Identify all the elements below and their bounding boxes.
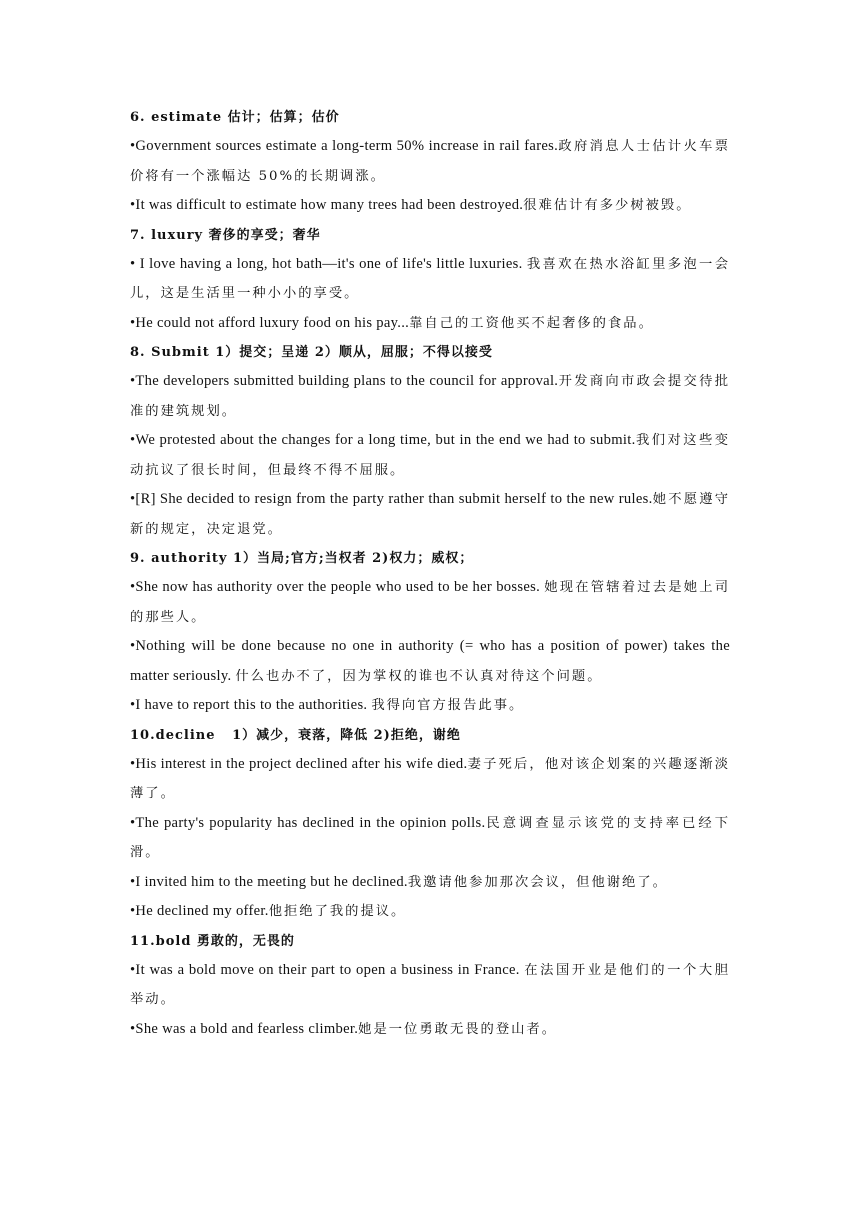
- example-sentence: [130, 426, 730, 485]
- example-sentence: [130, 1015, 730, 1045]
- entry-luxury: [130, 221, 730, 339]
- example-sentence: [130, 250, 730, 309]
- example-sentence: [130, 485, 730, 544]
- example-english: •Government sources estimate a long-term 50% increase in rail fares.: [130, 138, 559, 154]
- example-sentence: [130, 309, 730, 339]
- example-english: •I invited him to the meeting but he declined.: [130, 873, 408, 890]
- entry-heading: 11.bold 勇敢的，无畏的: [130, 933, 295, 949]
- example-english: • I love having a long, hot bath—it's one of life's little luxuries.: [130, 255, 527, 272]
- entry-heading: 8. Submit 1）提交；呈递 2）顺从，屈服；不得以接受: [130, 345, 493, 360]
- example-chinese: 我得向官方报告此事。: [371, 698, 525, 713]
- entry-authority: [130, 544, 730, 721]
- example-chinese: 她现在管辖着过去是她上司的那些人。: [130, 580, 730, 625]
- example-chinese: 很难估计有多少树被毁。: [523, 198, 692, 213]
- example-sentence: [130, 809, 730, 868]
- example-english: •I have to report this to the authorities.: [130, 697, 372, 713]
- example-sentence: [130, 750, 730, 809]
- example-english: •She was a bold and fearless climber.: [130, 1020, 359, 1037]
- entry-heading: 6. estimate 估计；估算；估价: [130, 110, 340, 125]
- example-chinese: 她不愿遵守新的规定，决定退党。: [130, 492, 730, 537]
- example-english: •She now has authority over the people who used to be her bosses.: [130, 579, 545, 595]
- entry-estimate: [130, 103, 730, 221]
- example-english: •It was difficult to estimate how many trees had been destroyed.: [130, 197, 524, 213]
- example-chinese: 政府消息人士估计火车票价将有一个涨幅达 50%的长期调涨。: [130, 139, 731, 184]
- example-sentence: [130, 573, 730, 632]
- entry-bold: [130, 927, 730, 1045]
- example-chinese: 我邀请他参加那次会议，但他谢绝了。: [407, 874, 668, 890]
- example-sentence: [130, 691, 730, 721]
- example-sentence: [130, 191, 730, 221]
- entry-heading: 9. authority 1）当局;官方;当权者 2)权力；威权；: [130, 551, 474, 566]
- example-english: •[R] She decided to resign from the party rather than submit herself to the new rules.: [130, 491, 653, 507]
- example-chinese: 开发商向市政会提交待批准的建筑规划。: [130, 374, 731, 419]
- entry-heading: 7. luxury 奢侈的享受；奢华: [130, 227, 321, 243]
- example-chinese: 靠自己的工资他买不起奢侈的食品。: [409, 315, 654, 331]
- entry-heading: 10.decline 1）减少，衰落，降低 2)拒绝，谢绝: [130, 727, 461, 743]
- entry-decline: [130, 721, 730, 927]
- example-sentence: [130, 132, 730, 191]
- example-sentence: [130, 897, 730, 927]
- example-english: •He declined my offer.: [130, 903, 269, 919]
- example-english: •His interest in the project declined after his wife died.: [130, 755, 468, 772]
- example-english: •The developers submitted building plans to the council for approval.: [130, 373, 559, 389]
- example-sentence: [130, 632, 730, 691]
- example-english: •Nothing will be done because no one in authority (= who has a position of power) takes the matter seriously.: [130, 638, 730, 684]
- example-chinese: 我们对这些变动抗议了很长时间，但最终不得不屈服。: [130, 433, 730, 478]
- example-english: •It was a bold move on their part to open a business in France.: [130, 961, 525, 978]
- example-sentence: [130, 367, 730, 426]
- example-chinese: 妻子死后，他对该企划案的兴趣逐渐淡薄了。: [130, 756, 731, 801]
- example-chinese: 我喜欢在热水浴缸里多泡一会儿，这是生活里一种小小的享受。: [130, 256, 731, 301]
- example-sentence: [130, 956, 730, 1015]
- example-chinese: 民意调查显示该党的支持率已经下滑。: [130, 815, 730, 860]
- example-chinese: 在法国开业是他们的一个大胆举动。: [130, 962, 731, 1007]
- example-chinese: 他拒绝了我的提议。: [268, 904, 407, 919]
- example-english: •We protested about the changes for a long time, but in the end we had to submit.: [130, 432, 636, 448]
- example-chinese: 什么也办不了，因为掌权的谁也不认真对待这个问题。: [235, 668, 603, 684]
- entry-submit: [130, 338, 730, 544]
- document-page: [130, 103, 730, 1044]
- example-english: •The party's popularity has declined in the opinion polls.: [130, 814, 486, 831]
- example-english: •He could not afford luxury food on his pay...: [130, 314, 410, 331]
- example-chinese: 她是一位勇敢无畏的登山者。: [358, 1021, 558, 1037]
- example-sentence: [130, 868, 730, 898]
